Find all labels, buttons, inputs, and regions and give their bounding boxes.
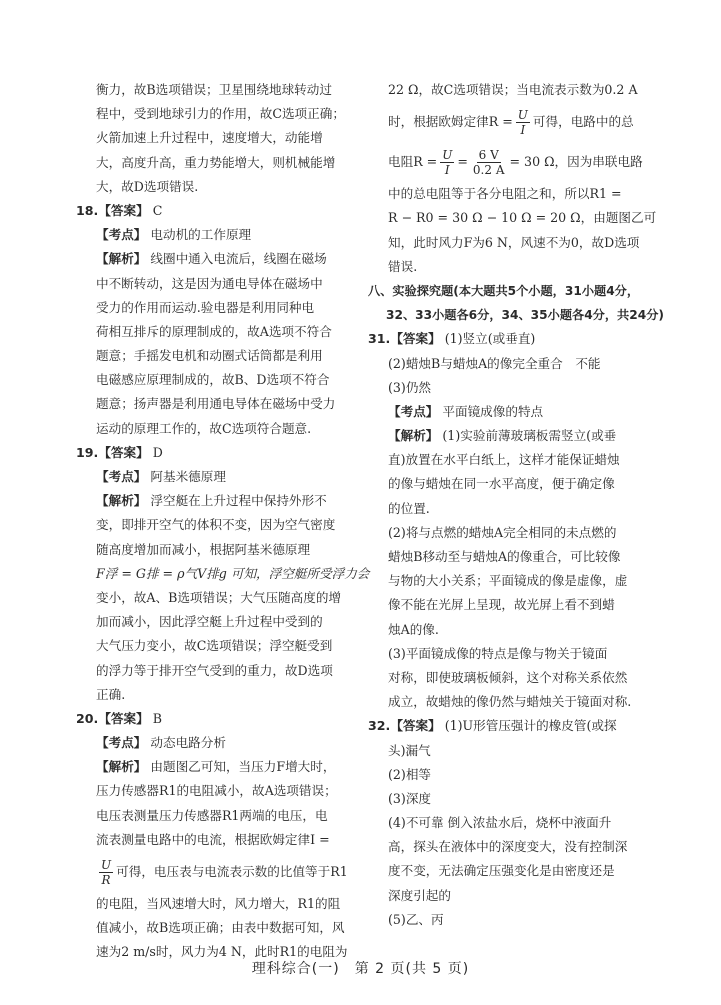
text-line: 错误.	[388, 258, 418, 274]
answer-tag: 【答案】	[98, 710, 149, 726]
text-line: (2)相等	[388, 766, 432, 782]
q19-jiexi-line	[76, 489, 366, 513]
text-line: 的位置.	[388, 500, 430, 516]
text-line: 题意；手摇发电机和动圈式话筒都是利用	[96, 348, 323, 364]
text-line: 与物的大小关系；平面镜成的像是虚像，虚	[388, 573, 628, 589]
jiexi-tag: 【解析】	[388, 428, 439, 444]
text-line: R − R0 = 30 Ω − 10 Ω = 20 Ω，由题图乙可	[388, 210, 657, 226]
text-line: 受力的作用而运动.验电器是利用同种电	[96, 299, 315, 315]
text-segment: 可得，电压表与电流表示数的比值等于R1	[116, 863, 348, 879]
formula-line	[368, 142, 658, 182]
q19-kaodian-line	[76, 465, 366, 489]
text-line: 中的总电阻等于各分电阻之和，所以R1 =	[388, 186, 622, 202]
text-line: 度不变，无法确定压强变化是由密度还是	[388, 863, 615, 879]
fraction	[440, 148, 454, 177]
kaodian-tag: 【考点】	[96, 735, 147, 751]
text-line: 电磁感应原理制成的，故B、D选项不符合	[96, 372, 330, 388]
answer-text: B	[152, 710, 162, 726]
fraction-denominator: I	[520, 122, 526, 137]
kaodian-text: 阿基米德原理	[150, 469, 226, 484]
fraction	[99, 858, 113, 887]
answer-text: D	[152, 444, 163, 460]
text-line: (3)仍然	[388, 379, 432, 395]
fraction	[471, 148, 507, 177]
jiexi-text: 由题图乙可知，当压力F增大时，	[150, 759, 336, 775]
q32-answer-line	[368, 714, 658, 738]
fraction-numerator: 6 V	[478, 147, 499, 162]
answer-tag: 【答案】	[98, 444, 149, 460]
left-column	[76, 78, 370, 965]
fraction-denominator: R	[101, 872, 111, 887]
text-line: 正确.	[96, 686, 126, 702]
q20-jiexi-line	[76, 755, 366, 779]
q18-answer-line	[76, 199, 366, 223]
text-line: 烛A的像.	[388, 621, 439, 637]
q20-kaodian-line	[76, 731, 366, 755]
text-line: 大，故D选项错误.	[96, 178, 199, 194]
text-line: 22 Ω，故C选项错误；当电流表示数为0.2 A	[388, 82, 638, 97]
text-line: 大，高度升高，重力势能增大，则机械能增	[96, 154, 336, 170]
text-line: 压力传感器R1的电阻减小，故A选项错误；	[96, 783, 337, 799]
kaodian-text: 平面镜成像的特点	[442, 403, 544, 419]
formula-line: F浮 = G排 = ρ气V排g 可知，浮空艇所受浮力会	[96, 565, 370, 581]
q20-answer-line	[76, 707, 366, 731]
text-line: 运动的原理工作的，故C选项符合题意.	[96, 420, 312, 436]
q18-jiexi-line	[76, 247, 366, 271]
text-line: (3)深度	[388, 790, 432, 806]
text-line: 随高度增加而减小，根据阿基米德原理	[96, 541, 311, 557]
text-line: 程中，受到地球引力的作用，故C选项正确；	[96, 106, 345, 122]
q18-kaodian-line	[76, 223, 366, 247]
text-line: (2)将与点燃的蜡烛A完全相同的未点燃的	[388, 524, 617, 540]
text-line: 题意；扬声器是利用通电导体在磁场中受力	[96, 396, 336, 412]
text-line: (4)不可靠 倒入浓盐水后，烧杯中液面升	[388, 815, 612, 831]
section-title: 八、实验探究题(本大题共5个小题，31小题4分，	[368, 283, 640, 298]
text-line: 的浮力等于排开空气受到的重力，故D选项	[96, 662, 333, 678]
text-segment: 电阻R =	[388, 154, 438, 170]
jiexi-tag: 【解析】	[96, 251, 147, 267]
answer-text: (1)U形管压强计的橡皮管(或探	[444, 718, 617, 734]
text-line: 的电阻，当风速增大时，风力增大，R1的阻	[96, 896, 341, 911]
kaodian-text: 动态电路分析	[150, 735, 226, 751]
fraction-denominator: 0.2 A	[472, 162, 505, 177]
text-segment: 可得，电路中的总	[532, 114, 634, 130]
text-line: 变小，故A、B选项错误；大气压随高度的增	[96, 589, 342, 605]
text-segment: = 30 Ω，因为串联电路	[509, 154, 643, 170]
equals-sign: =	[457, 154, 468, 170]
text-line: 像不能在光屏上呈现，故光屏上看不到蜡	[388, 597, 615, 613]
text-line: 成立，故蜡烛的像仍然与蜡烛关于镜面对称.	[388, 694, 632, 710]
text-line: 中不断转动，这是因为通电导体在磁场中	[96, 275, 323, 291]
right-column	[368, 78, 664, 932]
text-line: 衡力，故B选项错误；卫星围绕地球转动过	[96, 82, 332, 97]
fraction	[516, 108, 530, 137]
text-line: 头)漏气	[388, 742, 431, 758]
answer-tag: 【答案】	[390, 331, 441, 347]
kaodian-tag: 【考点】	[96, 469, 147, 484]
text-line: 蜡烛B移动至与蜡烛A的像重合，可比较像	[388, 549, 621, 564]
question-number: 31.	[368, 331, 391, 347]
question-number: 19.	[76, 444, 99, 460]
jiexi-text: 浮空艇在上升过程中保持外形不	[150, 493, 327, 509]
text-line: 大气压力变小，故C选项错误；浮空艇受到	[96, 638, 333, 654]
text-line: 对称，即使玻璃板倾斜，这个对称关系依然	[388, 669, 628, 685]
question-number: 20.	[76, 710, 99, 726]
text-line: 深度引起的	[388, 887, 451, 903]
jiexi-tag: 【解析】	[96, 759, 147, 775]
text-line: 速为2 m/s时，风力为4 N，此时R1的电阻为	[96, 944, 348, 960]
section-title: 32、33小题各6分，34、35小题各4分，共24分)	[386, 308, 664, 323]
q31-jiexi-line	[368, 424, 658, 448]
answer-text: (1)竖立(或垂直)	[444, 331, 536, 347]
text-line: 值减小，故B选项正确；由表中数据可知，风	[96, 920, 345, 936]
text-line: 高，探头在液体中的深度变大，没有控制深	[388, 839, 628, 855]
q31-kaodian-line	[368, 400, 658, 424]
q19-answer-line	[76, 441, 366, 465]
q31-answer-line	[368, 327, 658, 351]
fraction-denominator: I	[444, 162, 450, 177]
answer-text: C	[152, 202, 163, 218]
text-line: (5)乙、丙	[388, 911, 444, 927]
text-line: 变，即排开空气的体积不变，因为空气密度	[96, 517, 336, 533]
question-number: 18.	[76, 202, 99, 218]
fraction-numerator: U	[517, 107, 528, 122]
text-line: 电压表测量压力传感器R1两端的电压，电	[96, 807, 328, 823]
fraction-numerator: U	[442, 147, 453, 162]
answer-tag: 【答案】	[98, 202, 149, 218]
text-line: 加而减小，因此浮空艇上升过程中受到的	[96, 614, 323, 630]
jiexi-tag: 【解析】	[96, 493, 147, 509]
text-line: 知，此时风力F为6 N，风速不为0，故D选项	[388, 234, 640, 250]
text-line: (3)平面镜成像的特点是像与物关于镜面	[388, 645, 608, 661]
page-footer: 理科综合(一) 第 2 页(共 5 页)	[251, 961, 470, 977]
text-line: 直)放置在水平白纸上，这样才能保证蜡烛	[388, 452, 620, 468]
text-line: 的像与蜡烛在同一水平高度，便于确定像	[388, 476, 615, 492]
kaodian-tag: 【考点】	[96, 227, 147, 243]
text-line: (2)蜡烛B与蜡烛A的像完全重合 不能	[388, 355, 601, 371]
text-line: 荷相互排斥的原理制成的，故A选项不符合	[96, 323, 332, 339]
jiexi-text: (1)实验前薄玻璃板需竖立(或垂	[442, 428, 617, 444]
question-number: 32.	[368, 718, 391, 734]
text-line: 火箭加速上升过程中，速度增大，动能增	[96, 130, 323, 146]
jiexi-text: 线圈中通入电流后，线圈在磁场	[150, 251, 327, 267]
fraction-numerator: U	[101, 857, 112, 872]
fraction-line	[76, 852, 366, 892]
kaodian-tag: 【考点】	[388, 403, 439, 419]
kaodian-text: 电动机的工作原理	[150, 227, 252, 243]
text-line: 流表测量电路中的电流，根据欧姆定律I =	[96, 831, 330, 847]
formula-line	[368, 102, 658, 142]
answer-tag: 【答案】	[390, 718, 441, 734]
text-segment: 时，根据欧姆定律R =	[388, 114, 513, 130]
